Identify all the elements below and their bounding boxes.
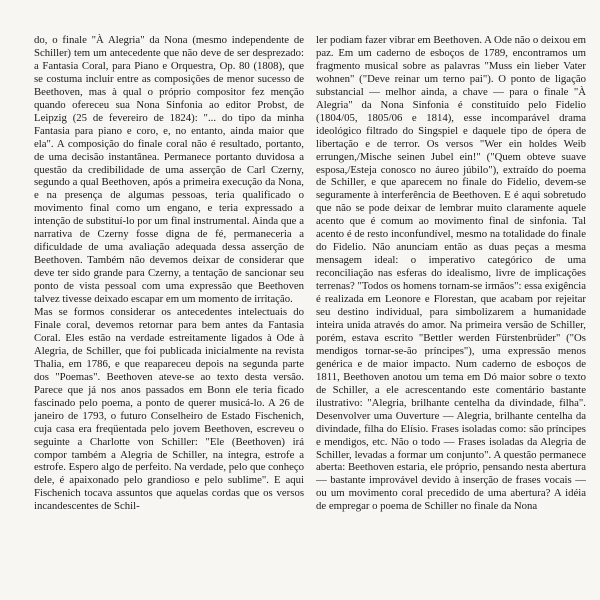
paragraph: ler podiam fazer vibrar em Beethoven. A Ode não o deixou em paz. Em um caderno de esboços de 1789, encontramos um fragmento musical sobre as palavras "Muss ein lieber Vater wohnen" ("Deve reinar um terno pai"). O ponto de ligação substancial — melhor ainda, a chave — para o finale "À Alegria" da Nona Sinfonia é constituído pelo Fidelio (1804/05, 1805/06 e 1814), esse incomparável drama ideológico filtrado do Singspiel e daquele tipo de ópera de libertação e de terror. Os versos "Wer ein holdes Weib errungen,/Mische seinen Jubel ein!" ("Quem obteve suave esposa,/Esteja conosco no áureo júbilo"), extraído do poema de Schiller, e que aparecem no finale do Fidelio, devem-se seguramente à interferência de Beethoven. E é aqui sobretudo que não se pode deixar de lembrar muito claramente aquele acento que é comum ao movimento final de sinfonia. Tal acento é de resto inconfundível, mesmo na totalidade do finale do Fidelio. Não anunciam então as duas peças a mesma mensagem ideal: o imperativo categórico de uma reconciliação nas esferas do idealismo, livre de implicações terrenas? "Todos os homens tornam-se irmãos": essa exigência é realizada em Leonore e Florestan, que acabam por rejeitar seu destino individual, para simbolizarem a humanidade inteira unida através do amor. Na primeira versão de Schiller, porém, estava escrito "Bettler werden Fürstenbrüder" ("Os mendigos tornar-se-ão príncipes"), uma expressão menos genérica e de maior impacto. Num caderno de esboços de 1811, Beethoven anotou um tema em Dó maior sobre o texto de Schiller, a ele acrescentando este comentário bastante ilustrativo: "Alegria, brilhante centelha da divindade, filha". Desenvolver uma Ouverture — Alegria, brilhante centelha da divindade, filha do Elísio. Frases isoladas como: são príncipes e mendigos, etc. Não o todo — Frases isoladas da Alegria de Schiller, levadas a formar um conjunto". A questão permanece aberta: Beethoven estaria, ele próprio, pensando nesta abertura — bastante improvável devido à inserção de frases vocais — ou um movimento coral precedido de uma abertura? A idéia de empregar o poema de Schiller no finale da Nona — [316, 34, 586, 513]
paragraph: do, o finale "À Alegria" da Nona (mesmo independente de Schiller) tem um antecedente que não deve de ser desprezado: a Fantasia Coral, para Piano e Orquestra, Op. 80 (1808), que se costuma incluir entre as composições de menor sucesso de Beethoven, mas à qual o próprio compositor fez menção quando ofereceu sua Nona Sinfonia ao editor Probst, de Leipzig (25 de fevereiro de 1824): "... do tipo da minha Fantasia para piano e coro, e, no entanto, ainda maior que ela". A composição do finale coral não é resultado, portanto, de uma decisão instantânea. Permanece portanto duvidosa a questão da credibilidade de uma asserção de Carl Czerny, segundo a qual Beethoven, após a primeira execução da Nona, e na presença de algumas pessoas, teria qualificado o movimento final como um engano, e teria expressado a intenção de substituí-lo por um final instrumental. Ainda que a narrativa de Czerny fosse digna de fé, permaneceria a dificuldade de uma avaliação adequada dessa asserção de Beethoven. Também não devemos deixar de considerar que deve ter sido grande para Czerny, a tentação de sancionar seu ponto de vista pessoal com uma expressão que Beethoven talvez tivesse deixado escapar em um momento de irritação. — [34, 34, 304, 306]
left-column — [34, 34, 304, 564]
paragraph: Mas se formos considerar os antecedentes intelectuais do Finale coral, devemos retornar para bem antes da Fantasia Coral. Eles estão na verdade estreitamente ligados à Ode à Alegria, de Schiller, que foi publicada inicialmente na revista Thalia, em 1786, e que reapareceu depois na segunda parte dos "Poemas". Beethoven ateve-se ao texto desta versão. Parece que já nos anos passados em Bonn ele teria ficado fascinado pelo poema, a ponto de querer musicá-lo. A 26 de janeiro de 1793, o futuro Conselheiro de Estado Fischenich, cuja casa era freqüentada pelo jovem Beethoven, escreveu o seguinte a Charlotte von Schiller: "Ele (Beethoven) irá compor também a Alegria de Schiller, na íntegra, estrofe a estrofe. Espero algo de perfeito. Na verdade, pelo que conheço dele, é apaixonado pelo grandioso e pelo sublime". E aqui Fischenich tocava assuntos que aquelas cordas que os versos incandescentes de Schil- — [34, 306, 304, 513]
right-column — [316, 34, 586, 564]
